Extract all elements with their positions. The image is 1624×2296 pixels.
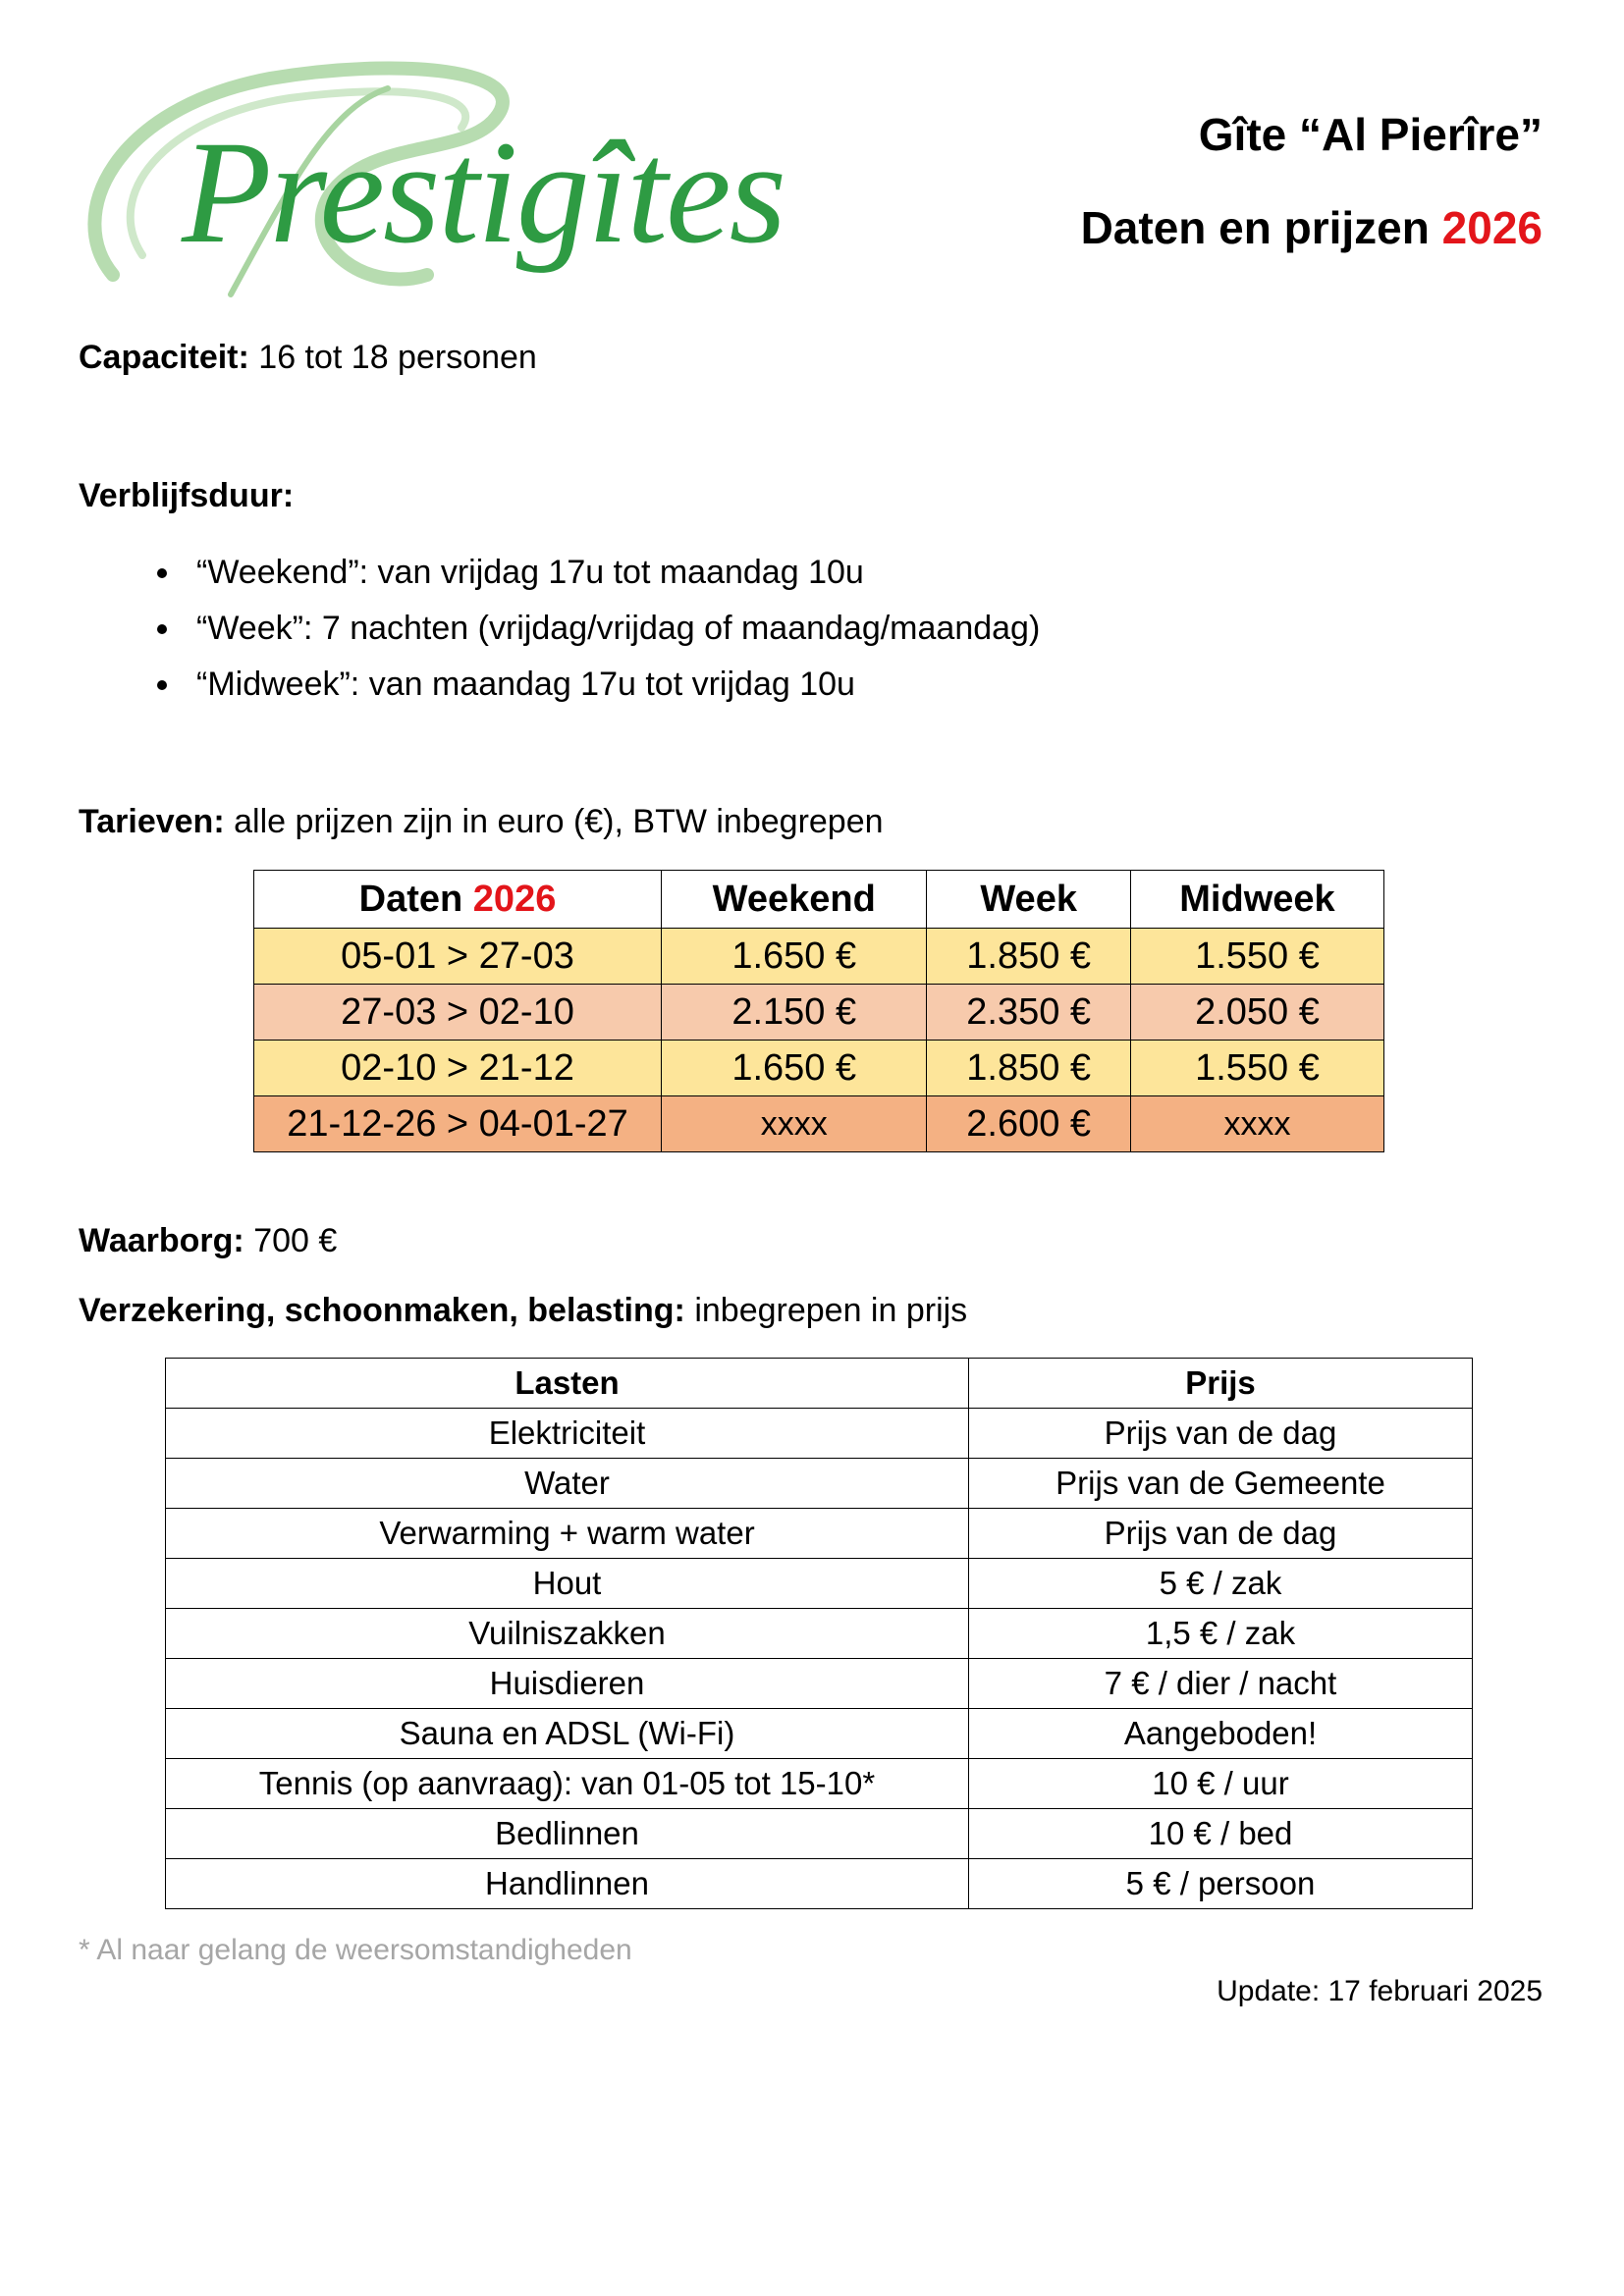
included-value: inbegrepen in prijs — [694, 1292, 968, 1329]
list-item: “Weekend”: van vrijdag 17u tot maandag 10u — [157, 545, 1040, 601]
weekend-header: Weekend — [662, 871, 927, 929]
logo-text: Prestigîtes — [182, 111, 785, 274]
page-title-text: Daten en prijzen — [1080, 202, 1430, 253]
cost-item-cell: Hout — [166, 1559, 969, 1609]
table-row — [166, 1859, 1473, 1909]
cost-price-cell: 10 € / uur — [969, 1759, 1473, 1809]
costs-table — [165, 1358, 1473, 1909]
table-row — [166, 1409, 1473, 1459]
rate-dates-cell: 21-12-26 > 04-01-27 — [254, 1096, 662, 1152]
stay-heading — [79, 477, 294, 515]
rate-weekend-cell: 1.650 € — [662, 1041, 927, 1096]
costs-price-header: Prijs — [969, 1359, 1473, 1409]
table-row — [254, 929, 1384, 985]
table-row — [166, 1509, 1473, 1559]
table-row — [166, 1659, 1473, 1709]
costs-header-row — [166, 1359, 1473, 1409]
cost-item-cell: Elektriciteit — [166, 1409, 969, 1459]
capacity-label: Capaciteit: — [79, 339, 249, 376]
list-item: “Midweek”: van maandag 17u tot vrijdag 10u — [157, 657, 1040, 713]
dates-header — [254, 871, 662, 929]
cost-price-cell: Aangeboden! — [969, 1709, 1473, 1759]
table-row — [254, 1041, 1384, 1096]
included-label: Verzekering, schoonmaken, belasting: — [79, 1292, 685, 1329]
rates-table — [253, 870, 1384, 1152]
table-row — [166, 1809, 1473, 1859]
list-item: “Week”: 7 nachten (vrijdag/vrijdag of maandag/maandag) — [157, 601, 1040, 657]
cost-item-cell: Water — [166, 1459, 969, 1509]
deposit-value: 700 € — [253, 1222, 338, 1259]
cost-item-cell: Huisdieren — [166, 1659, 969, 1709]
table-row — [166, 1559, 1473, 1609]
cost-item-cell: Tennis (op aanvraag): van 01-05 tot 15-10* — [166, 1759, 969, 1809]
table-row — [166, 1759, 1473, 1809]
rates-header-row — [254, 871, 1384, 929]
rate-dates-cell: 05-01 > 27-03 — [254, 929, 662, 985]
cost-price-cell: 10 € / bed — [969, 1809, 1473, 1859]
included-line — [79, 1292, 967, 1330]
capacity-line — [79, 339, 537, 377]
costs-item-header: Lasten — [166, 1359, 969, 1409]
cost-price-cell: Prijs van de dag — [969, 1409, 1473, 1459]
deposit-line — [79, 1222, 337, 1260]
deposit-label: Waarborg: — [79, 1222, 244, 1259]
prestigites-logo — [74, 49, 830, 324]
update-date: Update: 17 februari 2025 — [1217, 1975, 1543, 2007]
cost-item-cell: Sauna en ADSL (Wi-Fi) — [166, 1709, 969, 1759]
stay-label: Verblijfsduur: — [79, 477, 295, 514]
cost-item-cell: Bedlinnen — [166, 1809, 969, 1859]
stay-list — [157, 545, 1040, 713]
rate-weekend-cell: 2.150 € — [662, 985, 927, 1041]
footnote: * Al naar gelang de weersomstandigheden — [79, 1934, 632, 1966]
rate-weekend-cell: 1.650 € — [662, 929, 927, 985]
dates-header-text: Daten — [358, 878, 463, 920]
rate-dates-cell: 27-03 > 02-10 — [254, 985, 662, 1041]
cost-price-cell: Prijs van de Gemeente — [969, 1459, 1473, 1509]
rate-week-cell: 2.350 € — [927, 985, 1131, 1041]
table-row — [254, 1096, 1384, 1152]
rates-line — [79, 803, 884, 841]
table-row — [166, 1609, 1473, 1659]
rate-midweek-cell: 2.050 € — [1130, 985, 1383, 1041]
rate-week-cell: 1.850 € — [927, 1041, 1131, 1096]
rate-midweek-cell: xxxx — [1130, 1096, 1383, 1152]
dates-header-year: 2026 — [472, 878, 557, 920]
week-header: Week — [927, 871, 1131, 929]
midweek-header: Midweek — [1130, 871, 1383, 929]
cost-price-cell: 1,5 € / zak — [969, 1609, 1473, 1659]
rates-value: alle prijzen zijn in euro (€), BTW inbegrepen — [234, 803, 884, 840]
rate-week-cell: 1.850 € — [927, 929, 1131, 985]
cost-item-cell: Verwarming + warm water — [166, 1509, 969, 1559]
cost-price-cell: 5 € / zak — [969, 1559, 1473, 1609]
cost-price-cell: Prijs van de dag — [969, 1509, 1473, 1559]
table-row — [166, 1459, 1473, 1509]
rate-midweek-cell: 1.550 € — [1130, 929, 1383, 985]
table-row — [254, 985, 1384, 1041]
rate-week-cell: 2.600 € — [927, 1096, 1131, 1152]
cost-item-cell: Vuilniszakken — [166, 1609, 969, 1659]
rate-dates-cell: 02-10 > 21-12 — [254, 1041, 662, 1096]
rate-midweek-cell: 1.550 € — [1130, 1041, 1383, 1096]
page-title-year: 2026 — [1441, 202, 1543, 253]
cost-price-cell: 5 € / persoon — [969, 1859, 1473, 1909]
page-title — [1081, 201, 1543, 254]
cost-item-cell: Handlinnen — [166, 1859, 969, 1909]
gite-title: Gîte “Al Pierîre” — [1198, 109, 1543, 160]
rates-label: Tarieven: — [79, 803, 225, 840]
cost-price-cell: 7 € / dier / nacht — [969, 1659, 1473, 1709]
table-row — [166, 1709, 1473, 1759]
rate-weekend-cell: xxxx — [662, 1096, 927, 1152]
capacity-value: 16 tot 18 personen — [258, 339, 537, 376]
